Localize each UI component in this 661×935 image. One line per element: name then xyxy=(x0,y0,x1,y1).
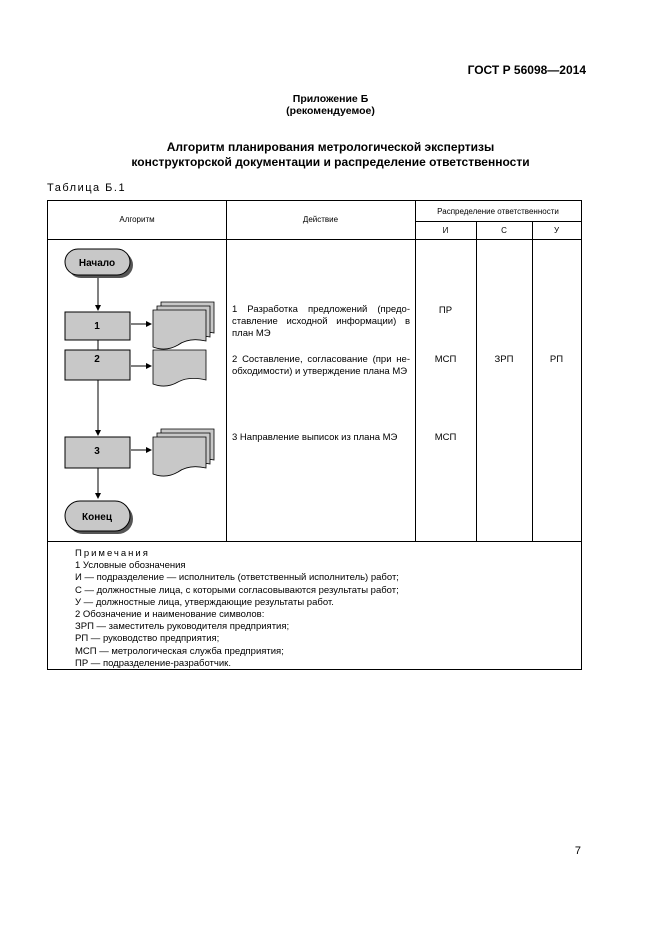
page-number: 7 xyxy=(574,845,581,857)
header-algorithm: Алгоритм xyxy=(119,215,155,224)
action-3: 3 Направление выписок из плана МЭ xyxy=(232,432,398,443)
document-code: ГОСТ Р 56098—2014 xyxy=(467,63,586,77)
note-line: У — должностные лица, утверждающие результаты работ. xyxy=(75,596,334,608)
flow-step-3-label: 3 xyxy=(94,446,100,457)
appendix-heading xyxy=(0,93,661,117)
note-line: МСП — метрологическая служба предприятия; xyxy=(75,645,284,657)
multi-document-icon xyxy=(153,302,214,349)
title-line-1: Алгоритм планирования метрологической экспертизы xyxy=(166,140,495,154)
resp-2-i: МСП xyxy=(434,354,457,365)
header-action: Действие xyxy=(302,215,339,224)
grid-line xyxy=(532,221,533,541)
header-sub-u: У xyxy=(553,226,560,235)
notes-heading: Примечания xyxy=(75,548,150,559)
header-sub-i: И xyxy=(442,226,449,235)
resp-2-s: ЗРП xyxy=(494,354,514,365)
grid-line xyxy=(476,221,477,541)
page-title xyxy=(0,140,661,170)
grid-line xyxy=(415,221,581,222)
action-2: 2 Составление, согласование (при не- обходимости) и утверждение плана МЭ xyxy=(232,354,410,377)
note-line: РП — руководство предприятия; xyxy=(75,633,220,645)
resp-2-u: РП xyxy=(549,354,564,365)
resp-1-i: ПР xyxy=(438,305,453,316)
note-line: С — должностные лица, с которыми согласовываются результаты работ; xyxy=(75,584,399,596)
appendix-title: Приложение Б xyxy=(292,93,369,105)
flow-start-label: Начало xyxy=(78,258,116,269)
appendix-status: (рекомендуемое) xyxy=(286,105,375,117)
note-line: ЗРП — заместитель руководителя предприятия; xyxy=(75,621,290,633)
document-icon xyxy=(153,350,206,386)
header-sub-s: С xyxy=(501,226,507,235)
flowchart xyxy=(47,240,227,540)
resp-3-i: МСП xyxy=(434,432,457,443)
table-label: Таблица Б.1 xyxy=(47,182,127,194)
title-line-2: конструкторской документации и распределение ответственности xyxy=(131,155,530,169)
table-notes xyxy=(75,548,399,670)
action-1: 1 Разработка предложений (предо- ставление исходной информации) в план МЭ xyxy=(232,304,410,339)
grid-line xyxy=(415,201,416,541)
flow-step-1-label: 1 xyxy=(94,321,100,332)
flow-end-label: Конец xyxy=(82,512,112,523)
note-line: И — подразделение — исполнитель (ответственный исполнитель) работ; xyxy=(75,572,399,584)
note-line: 1 Условные обозначения xyxy=(75,560,186,572)
header-responsibility: Распределение ответственности xyxy=(437,207,559,216)
note-line: ПР — подразделение-разработчик. xyxy=(75,657,231,669)
note-line: 2 Обозначение и наименование символов: xyxy=(75,609,265,621)
flow-step-2-label: 2 xyxy=(94,354,100,365)
grid-line xyxy=(48,541,581,542)
multi-document-icon xyxy=(153,429,214,476)
